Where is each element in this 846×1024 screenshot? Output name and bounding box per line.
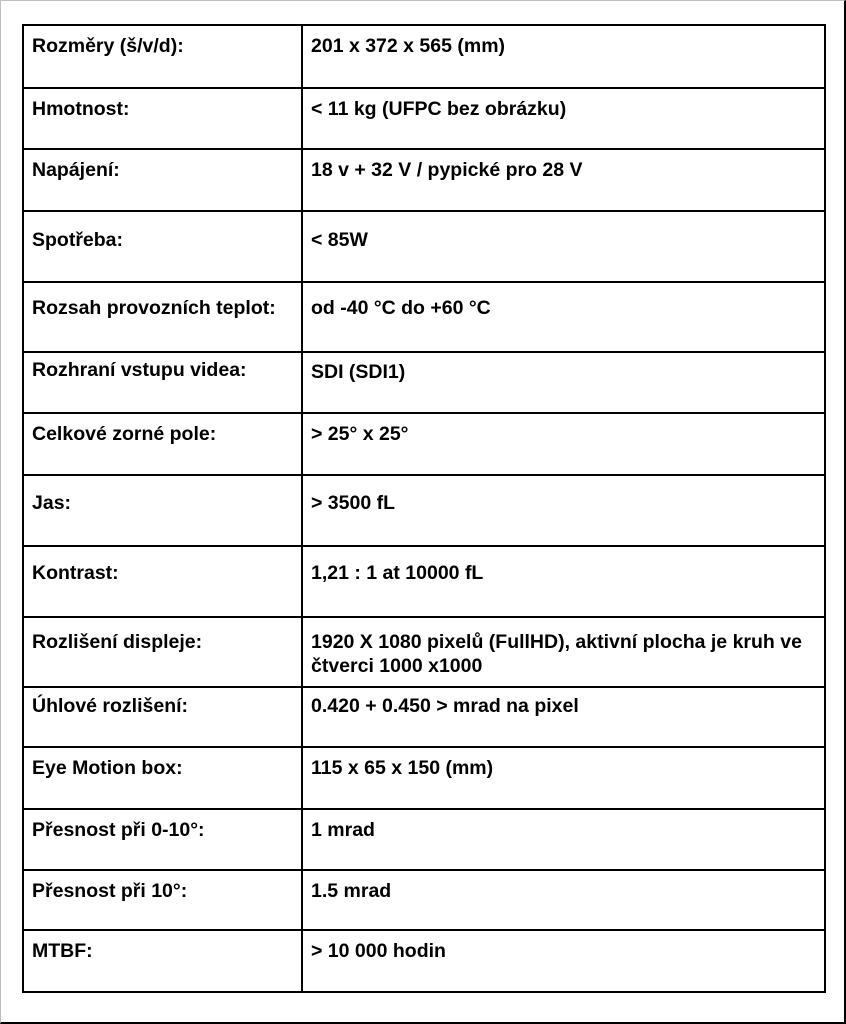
spec-label: Kontrast: [23, 546, 302, 617]
table-row [23, 809, 825, 870]
table-row [23, 617, 825, 687]
spec-label: Rozsah provozních teplot: [23, 282, 302, 352]
spec-label: Přesnost při 0-10°: [23, 809, 302, 870]
table-row [23, 475, 825, 546]
spec-value: 1.5 mrad [302, 870, 825, 930]
table-row [23, 211, 825, 282]
spec-value: 0.420 + 0.450 > mrad na pixel [302, 687, 825, 747]
table-row [23, 747, 825, 809]
spec-value: < 11 kg (UFPC bez obrázku) [302, 88, 825, 149]
spec-value: 201 x 372 x 565 (mm) [302, 25, 825, 88]
spec-value: 1 mrad [302, 809, 825, 870]
table-row [23, 546, 825, 617]
table-row [23, 88, 825, 149]
spec-value: od -40 °C do +60 °C [302, 282, 825, 352]
spec-label: Úhlové rozlišení: [23, 687, 302, 747]
table-row [23, 25, 825, 88]
spec-value: > 10 000 hodin [302, 930, 825, 992]
spec-value: > 25° x 25° [302, 413, 825, 475]
spec-value: < 85W [302, 211, 825, 282]
spec-label: Spotřeba: [23, 211, 302, 282]
spec-label: Hmotnost: [23, 88, 302, 149]
spec-label: Přesnost při 10°: [23, 870, 302, 930]
table-row [23, 149, 825, 211]
spec-label: Jas: [23, 475, 302, 546]
spec-value: 1,21 : 1 at 10000 fL [302, 546, 825, 617]
spec-label: Celkové zorné pole: [23, 413, 302, 475]
spec-value: > 3500 fL [302, 475, 825, 546]
table-row [23, 282, 825, 352]
table-row [23, 413, 825, 475]
spec-label: Napájení: [23, 149, 302, 211]
spec-label: Rozměry (š/v/d): [23, 25, 302, 88]
spec-label: MTBF: [23, 930, 302, 992]
spec-value: 18 v + 32 V / pypické pro 28 V [302, 149, 825, 211]
spec-label: Rozhraní vstupu videa: [23, 352, 302, 413]
table-row [23, 930, 825, 992]
table-row [23, 687, 825, 747]
spec-label: Eye Motion box: [23, 747, 302, 809]
spec-value: SDI (SDI1) [302, 352, 825, 413]
spec-value: 115 x 65 x 150 (mm) [302, 747, 825, 809]
table-row [23, 352, 825, 413]
spec-table [22, 24, 826, 993]
spec-label: Rozlišení displeje: [23, 617, 302, 687]
spec-value: 1920 X 1080 pixelů (FullHD), aktivní plocha je kruh ve čtverci 1000 x1000 [302, 617, 825, 687]
table-row [23, 870, 825, 930]
